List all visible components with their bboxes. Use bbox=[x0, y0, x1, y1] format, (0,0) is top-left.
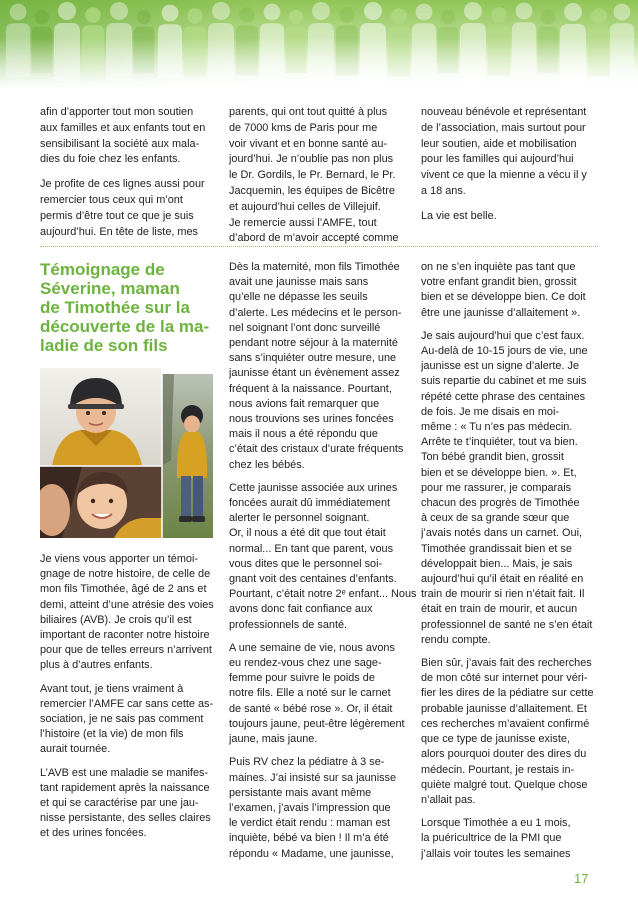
paragraph: La vie est belle. bbox=[421, 209, 497, 222]
paragraph: Dès la maternité, mon fils Timothée avait une jaunisse mais sans qu’elle ne dépasse les seuils d’alerte. Les médecins et le person- nel soignant l’ont donc surveillé pendant notre séjour à la maternité sans s’inquiéter outre mesure, une jaunisse étant un évènement assez fréquent à la naissance. Pourtant, nous avions fait remarquer que nous trouvions ses urines foncées mais il nous a été répondu que c’était des cristaux d’urate fréquents chez les bébés. bbox=[229, 261, 404, 471]
paragraph: Je viens vous apporter un témoi- gnage de notre histoire, de celle de mon fils Timothée, âgé de 2 ans et demi, atteint d’une atrésie des voies biliaires (AVB). Je crois qu’il est important de raconter notre histoire pour que de telles erreurs n’arrivent plus à d’autres enfants. bbox=[40, 553, 214, 672]
article-title: Témoignage de Séverine, maman de Timothée sur la découverte de la ma- ladie de son fils bbox=[40, 260, 210, 355]
photo-child-helmet bbox=[40, 368, 162, 466]
paragraph: Lorsque Timothée a eu 1 mois, la puéricultrice de la PMI que j’allais voir toutes les semaines bbox=[421, 817, 571, 860]
paragraph: Je sais aujourd’hui que c’est faux. Au-delà de 10-15 jours de vie, une jaunisse est un signe d’alerte. Je suis repartie du cabinet et me suis répété cette phrase des centaines de fois. Je me disais en moi- même : « Tu n’es pas médecin. Arrête te t’inquiéter, tout va bien. Ton bébé grandit bien, grossit bien et se développe bien. ». Et, pour me rassurer, je comparais chacun des progrès de Timothée à ceux de sa grande sœur que j’avais notés dans un carnet. Oui, Timothée grandissait bien et se développait bien... Mais, je sais aujourd’hui qu’il était en réalité en train de mourir si rien n’était fait. Il était en train de mourir, et aucun professionnel de santé ne s’en était rendu compte. bbox=[421, 329, 593, 646]
paragraph: Avant tout, je tiens vraiment à remercier l’AMFE car sans cette as- sociation, je ne sais pas comment l’histoire (et la vie) de mon fils aurait tournée. bbox=[40, 682, 214, 756]
photo-collage bbox=[40, 368, 213, 538]
paragraph: on ne s’en inquiète pas tant que votre enfant grandit bien, grossit bien et se développe bien. Ce doit être une jaunisse d’allaitement ». bbox=[421, 261, 586, 319]
paragraph: A une semaine de vie, nous avons eu rendez-vous chez une sage- femme pour suivre le poids de notre fils. Elle a noté sur le carnet de santé « bébé rose ». Or, il était toujours jaune, peut-être légèrement jaune, mais jaune. bbox=[229, 641, 405, 746]
photo-child-with-mother bbox=[40, 466, 162, 538]
section-divider bbox=[40, 246, 598, 247]
column-1 bbox=[40, 552, 222, 850]
column-1 bbox=[40, 105, 222, 249]
column-3 bbox=[421, 260, 607, 870]
paragraph: nouveau bénévole et représentant de l’association, mais surtout pour leur soutien, aide et mobilisation pour les familles qui aujourd’hui vivent ce que la mienne a vécu il y a 18 ans. bbox=[421, 106, 587, 197]
photo-child-standing bbox=[162, 374, 213, 538]
paragraph: Cette jaunisse associée aux urines foncées aurait dû immédiatement alerter le personnel soignant. Or, il nous a été dit que tout était normal... En tant que parent, vous vous dites que le personnel soi- gnant voit des centaines d’enfants. Pourtant, c’était notre 2ᵉ enfant... Nous avons donc fait confiance aux professionnels de santé. bbox=[229, 481, 417, 631]
page-number: 17 bbox=[574, 871, 589, 886]
paragraph: parents, qui ont tout quitté à plus de 7000 kms de Paris pour me voir vivant et en bonne santé au- jourd’hui. Je n’oublie pas non plus le Dr. Gordils, le Pr. Bernard, le Pr. Jacquemin, les équipes de Bicêtre et aujourd’hui celles de Villejuif. Je remercie aussi l’AMFE, tout d’abord de m’avoir accepté comme bbox=[229, 106, 399, 245]
column-2 bbox=[229, 105, 413, 256]
paragraph: Je profite de ces lignes aussi pour remercier tous ceux qui m’ont permis d’être tout ce que je suis aujourd’hui. En tête de liste, mes bbox=[40, 178, 205, 238]
banner-fade bbox=[0, 38, 638, 88]
people-silhouettes-banner bbox=[0, 0, 638, 88]
paragraph: afin d’apporter tout mon soutien aux familles et aux enfants tout en sensibilisant la société aux mala- dies du foie chez les enfants. bbox=[40, 106, 206, 166]
column-3 bbox=[421, 105, 607, 234]
paragraph: Puis RV chez la pédiatre à 3 se- maines. J’ai insisté sur sa jaunisse persistante mais avant même l’examen, j’avais l’impression que le verdict était rendu : maman est inquiète, bébé va bien ! Il m’a été répondu « Madame, une jaunisse, bbox=[229, 756, 397, 860]
paragraph: Bien sûr, j’avais fait des recherches de mon côté sur internet pour véri- fier les dires de la pédiatre sur cette probable jaunisse d’allaitement. Et ces recherches m’avaient confirmé que ce type de jaunisse existe, alors pourquoi douter des dires du médecin. Pourtant, je restais in- quiète malgré tout. Quelque chose n’allait pas. bbox=[421, 657, 594, 806]
column-2 bbox=[229, 260, 417, 870]
paragraph: L’AVB est une maladie se manifes- tant rapidement après la naissance et qui se caractérise par une jau- nisse persistante, des selles claires et des urines foncées. bbox=[40, 766, 211, 840]
